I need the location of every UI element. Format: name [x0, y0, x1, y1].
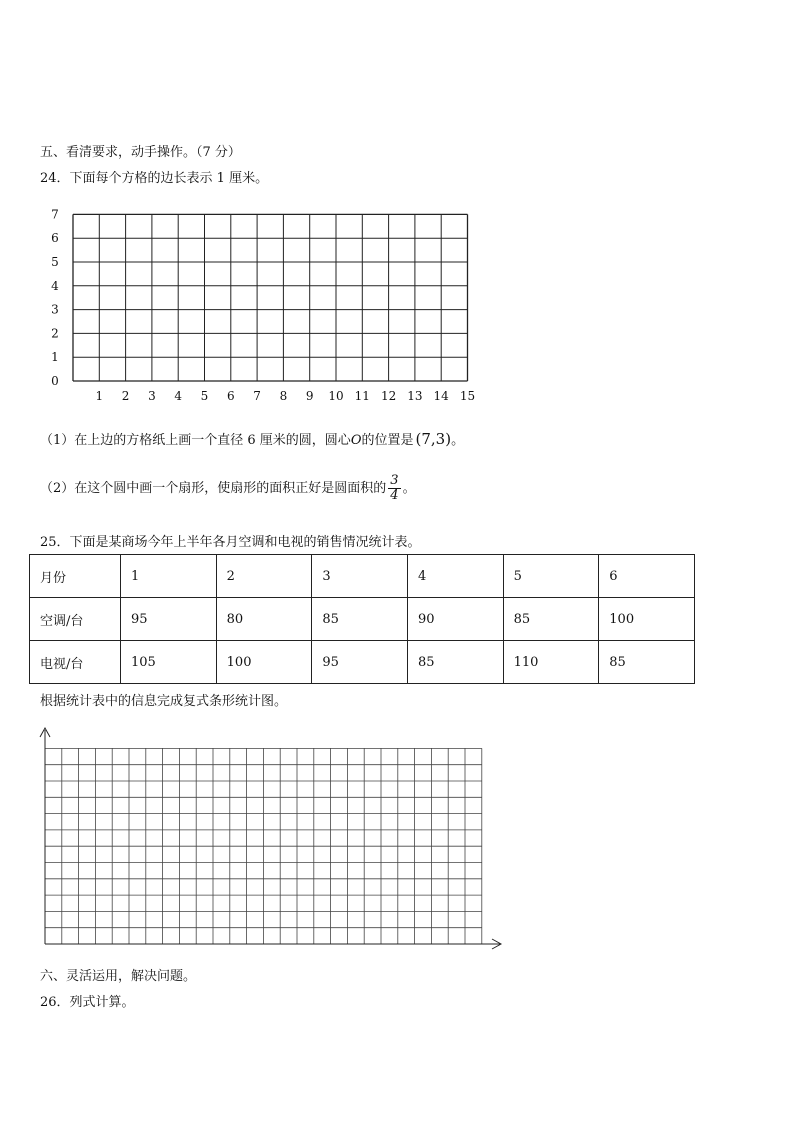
y-axis-tick-label: 1: [51, 350, 59, 365]
table-cell: 95: [121, 598, 217, 641]
x-axis-tick-label: 15: [459, 389, 476, 403]
x-axis-tick-label: 1: [95, 389, 104, 403]
table-cell: 110: [503, 641, 599, 684]
table-cell: 100: [599, 598, 695, 641]
part2-end: 。: [402, 481, 416, 496]
table-month-cell: 3: [312, 555, 408, 598]
section-five-heading: 五、看清要求，动手操作。（7 分）: [40, 145, 241, 160]
x-axis-tick-label: 5: [200, 389, 209, 403]
x-axis-tick-label: 12: [380, 389, 397, 403]
question-25-title: 25．下面是某商场今年上半年各月空调和电视的销售情况统计表。: [40, 535, 421, 550]
x-axis-tick-label: 8: [279, 389, 288, 403]
fraction-denominator: 4: [390, 488, 399, 503]
x-axis-tick-label: 6: [226, 389, 235, 403]
table-row-label: 空调/台: [30, 598, 121, 641]
question-24-title: 24．下面每个方格的边长表示 1 厘米。: [40, 171, 269, 186]
y-axis-tick-label: 3: [51, 302, 59, 317]
blank-chart-grid-lines: [45, 748, 482, 944]
x-axis-tick-label: 13: [407, 389, 423, 403]
table-month-cell: 4: [407, 555, 503, 598]
y-axis-tick-label: 0: [51, 374, 59, 388]
y-axis-tick-label: 7: [51, 207, 59, 222]
part2-text: （2）在这个圆中画一个扇形，使扇形的面积正好是圆面积的: [40, 481, 387, 496]
table-cell: 85: [599, 641, 695, 684]
x-axis-tick-label: 7: [253, 389, 261, 403]
table-month-cell: 2: [216, 555, 312, 598]
table-cell: 90: [407, 598, 503, 641]
part1-text: （1）在上边的方格纸上画一个直径 6 厘米的圆，圆心: [40, 433, 351, 448]
blank-chart-axes: [40, 728, 501, 949]
x-axis-tick-label: 4: [174, 389, 183, 403]
table-cell: 85: [503, 598, 599, 641]
section-six-heading: 六、灵活运用，解决问题。: [40, 969, 197, 984]
y-axis-tick-label: 5: [51, 255, 59, 269]
x-axis-tick-label: 2: [121, 389, 130, 403]
table-cell: 100: [216, 641, 312, 684]
question-25-instruction: 根据统计表中的信息完成复式条形统计图。: [40, 694, 288, 709]
y-axis-tick-label: 2: [51, 326, 59, 341]
table-cell: 85: [407, 641, 503, 684]
table-cell: 85: [312, 598, 408, 641]
table-cell: 105: [121, 641, 217, 684]
x-axis-tick-label: 10: [328, 389, 344, 403]
part1-end: 。: [451, 433, 465, 448]
table-month-cell: 5: [503, 555, 599, 598]
table-cell: 95: [312, 641, 408, 684]
y-axis-tick-label: 4: [51, 278, 59, 293]
table-month-cell: 6: [599, 555, 695, 598]
x-axis-tick-label: 11: [354, 389, 370, 403]
table-row-label: 电视/台: [30, 641, 121, 684]
center-coordinate: (7,3): [415, 430, 452, 448]
part1-mid-text: 的位置是: [361, 433, 414, 448]
fraction-numerator: 3: [390, 473, 399, 488]
table-month-cell: 1: [121, 555, 217, 598]
table-header-label: 月份: [30, 555, 121, 598]
question-26-title: 26．列式计算。: [40, 995, 135, 1010]
y-axis-tick-label: 6: [51, 231, 59, 246]
x-axis-tick-label: 9: [305, 389, 314, 403]
center-variable: O: [350, 433, 362, 448]
table-cell: 80: [216, 598, 312, 641]
x-axis-tick-label: 14: [433, 389, 449, 403]
x-axis-tick-label: 3: [148, 389, 156, 403]
